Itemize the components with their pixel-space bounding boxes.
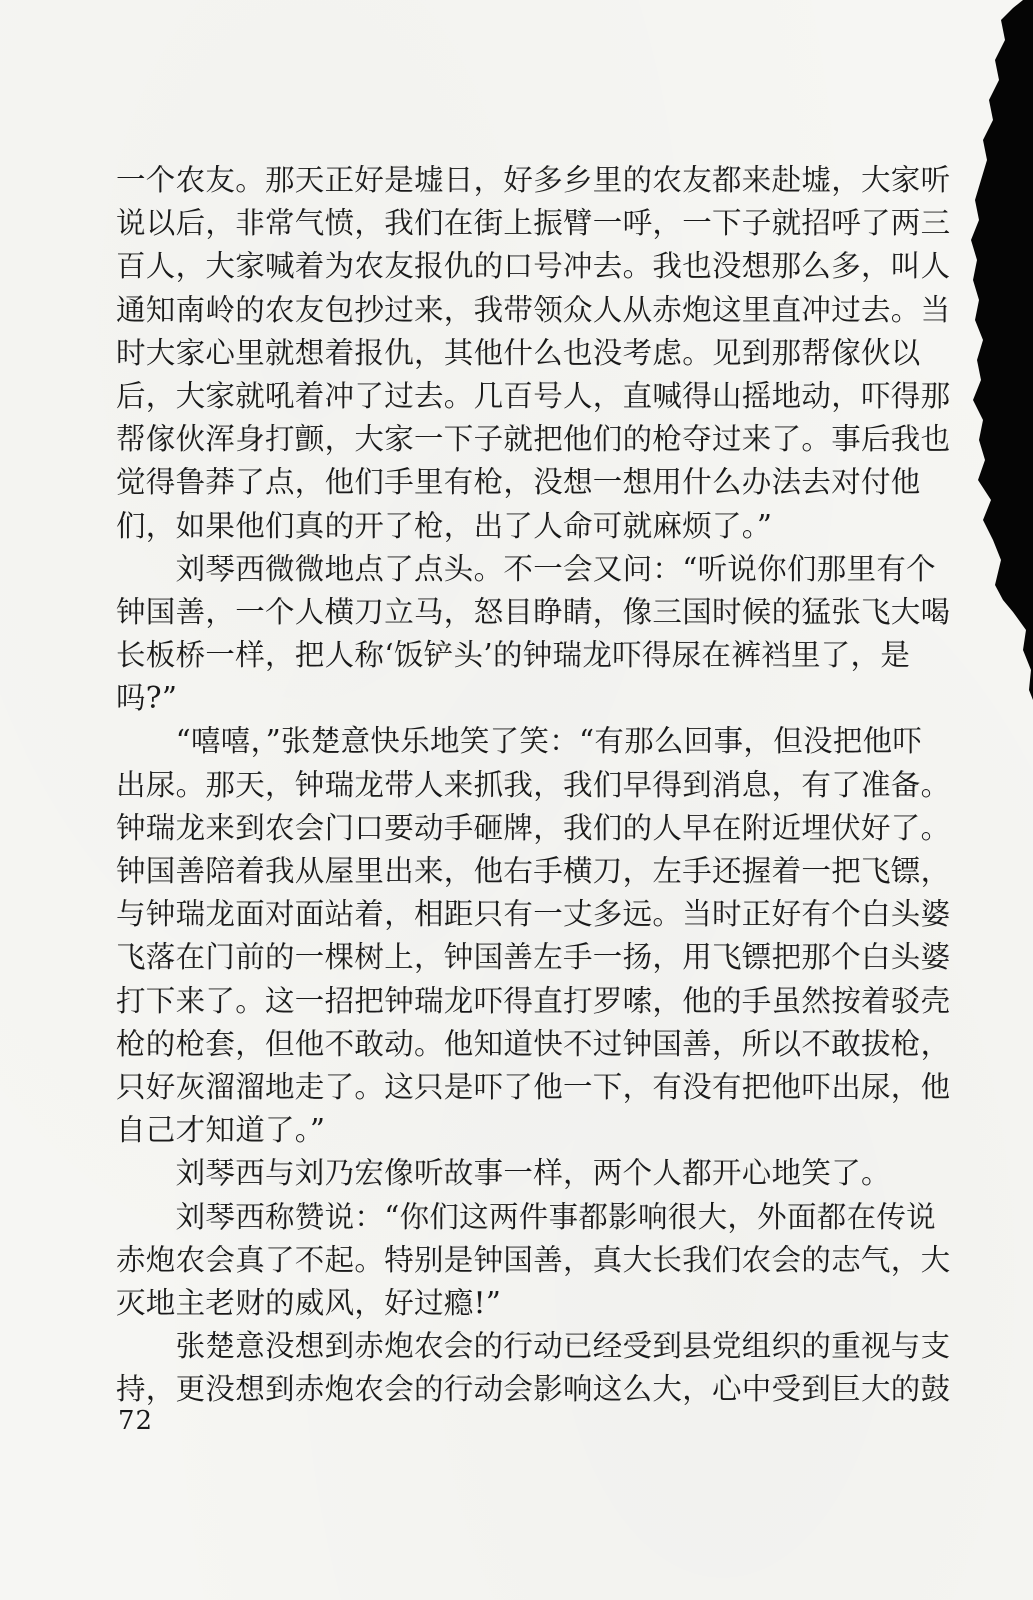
text-line: 钟国善陪着我从屋里出来，他右手横刀，左手还握着一把飞镖， [116, 854, 951, 888]
text-line: 说以后，非常气愤，我们在街上振臂一呼，一下子就招呼了两三 [116, 206, 951, 241]
text-line: 出尿。那天，钟瑞龙带人来抓我，我们早得到消息，有了准备。 [116, 767, 951, 802]
text-line: 自己才知道了。” [116, 1113, 326, 1148]
text-line: 枪的枪套，但他不敢动。他知道快不过钟国善，所以不敢拔枪， [116, 1026, 951, 1061]
text-line: 与钟瑞龙面对面站着，相距只有一丈多远。当时正好有个白头婆 [116, 897, 951, 932]
text-line: 打下来了。这一招把钟瑞龙吓得直打罗嗦，他的手虽然按着驳壳 [116, 983, 951, 1018]
text-line: 帮傢伙浑身打颤，大家一下子就把他们的枪夺过来了。事后我也 [116, 422, 951, 457]
text-line: “嘻嘻，”张楚意快乐地笑了笑：“有那么回事，但没把他吓 [116, 724, 923, 759]
text-line: 钟瑞龙来到农会门口要动手砸牌，我们的人早在附近埋伏好了。 [116, 810, 951, 845]
text-line: 赤炮农会真了不起。特别是钟国善，真大长我们农会的志气，大 [116, 1242, 951, 1277]
text-line: 后，大家就吼着冲了过去。几百号人，直喊得山摇地动，吓得那 [116, 378, 951, 413]
text-line: 钟国善，一个人横刀立马，怒目睁睛，像三国时候的猛张飞大喝 [116, 594, 951, 629]
text-line: 们，如果他们真的开了枪，出了人命可就麻烦了。” [116, 508, 773, 543]
text-line: 刘琴西称赞说：“你们这两件事都影响很大，外面都在传说 [116, 1199, 936, 1234]
text-line: 飞落在门前的一棵树上，钟国善左手一扬，用飞镖把那个白头婆 [116, 940, 951, 975]
text-line: 百人，大家喊着为农友报仇的口号冲去。我也没想那么多，叫人 [116, 249, 951, 284]
text-line: 持，更没想到赤炮农会的行动会影响这么大，心中受到巨大的鼓 [116, 1372, 951, 1407]
body-text [116, 159, 951, 1411]
text-line: 刘琴西与刘乃宏像听故事一样，两个人都开心地笑了。 [116, 1156, 891, 1191]
page-number: 72 [118, 1406, 154, 1436]
text-line: 时大家心里就想着报仇，其他什么也没考虑。见到那帮傢伙以 [116, 335, 921, 370]
text-line: 吗?” [116, 681, 178, 716]
text-line: 通知南岭的农友包抄过来，我带领众人从赤炮这里直冲过去。当 [116, 292, 951, 327]
text-line: 长板桥一样，把人称‘饭铲头’的钟瑞龙吓得尿在裤裆里了，是 [116, 638, 911, 673]
text-line: 刘琴西微微地点了点头。不一会又问：“听说你们那里有个 [116, 551, 936, 586]
text-line: 一个农友。那天正好是墟日，好多乡里的农友都来赴墟，大家听 [116, 163, 951, 197]
text-line: 张楚意没想到赤炮农会的行动已经受到县党组织的重视与支 [116, 1329, 951, 1364]
text-line: 觉得鲁莽了点，他们手里有枪，没想一想用什么办法去对付他 [116, 465, 921, 500]
text-line: 只好灰溜溜地走了。这只是吓了他一下，有没有把他吓出尿，他 [116, 1069, 951, 1104]
text-line: 灭地主老财的威风，好过瘾!” [116, 1285, 502, 1320]
